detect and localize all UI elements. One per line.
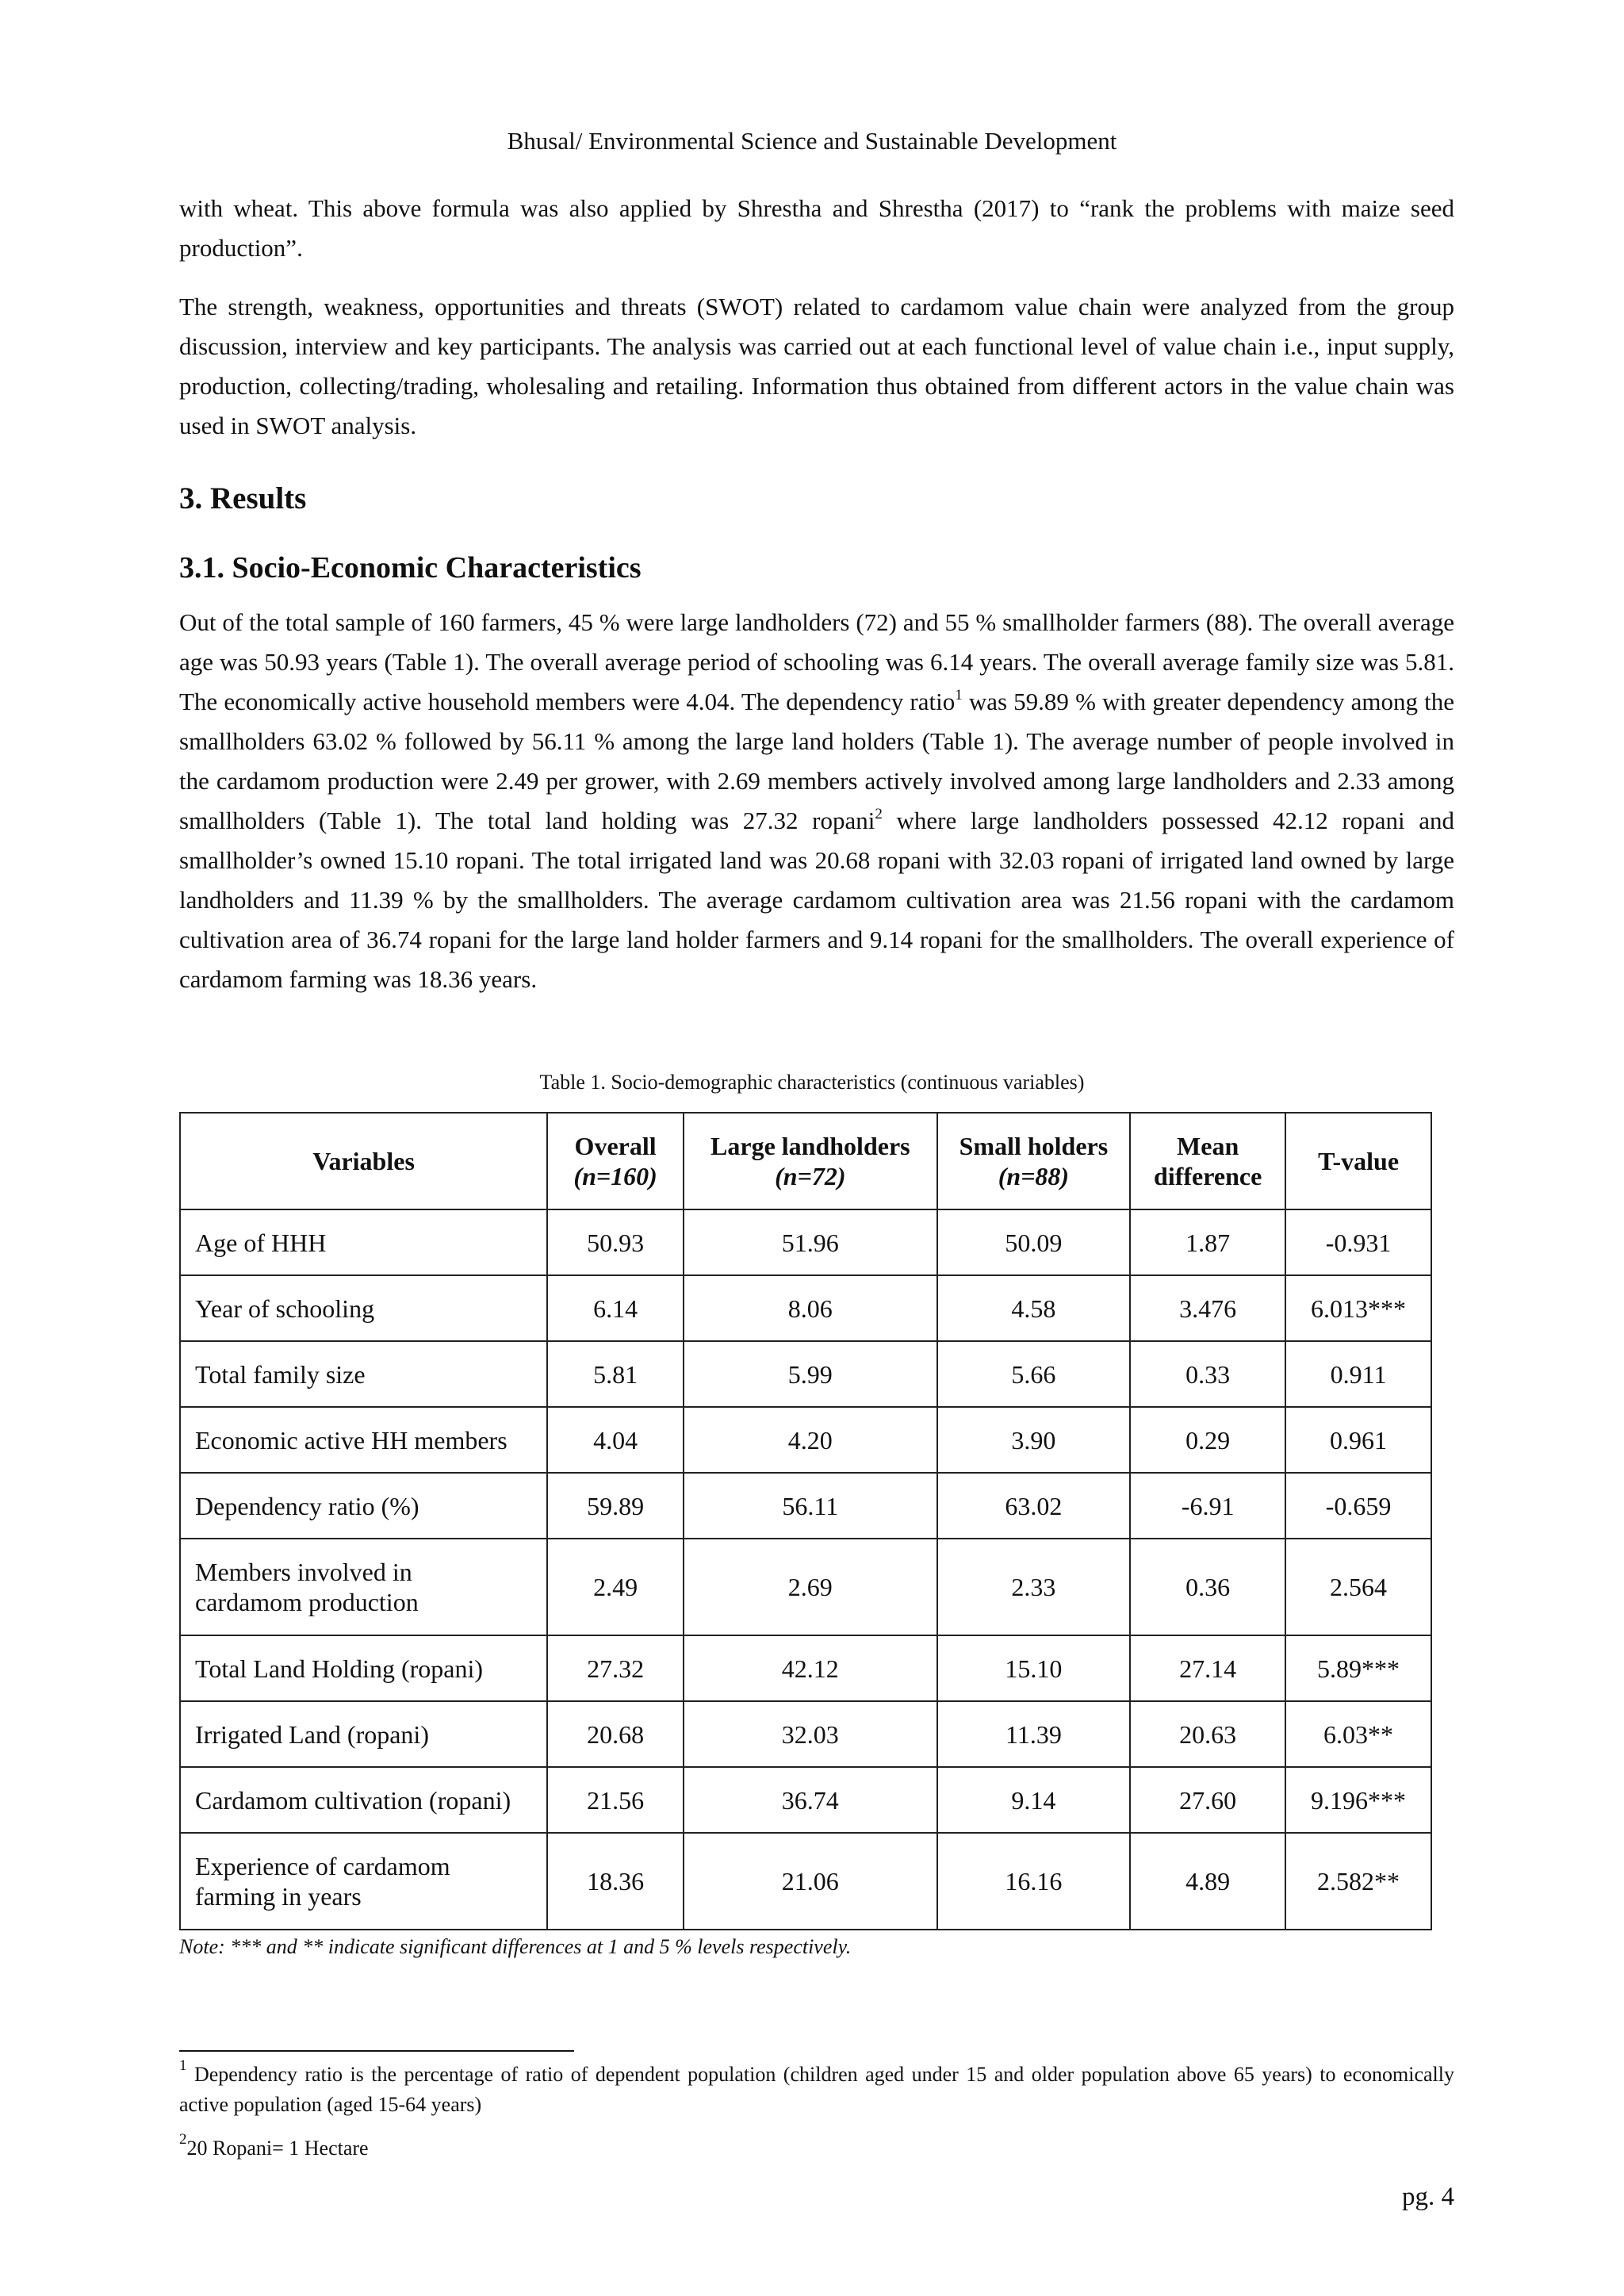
cell-t: -0.659 xyxy=(1285,1473,1431,1539)
cell-overall: 2.49 xyxy=(547,1539,684,1635)
cell-overall: 59.89 xyxy=(547,1473,684,1539)
cell-t: 0.961 xyxy=(1285,1407,1431,1473)
header-mean-difference xyxy=(1130,1113,1285,1209)
cell-t: 2.564 xyxy=(1285,1539,1431,1635)
header-mean-l2: difference xyxy=(1154,1162,1262,1190)
header-variables: Variables xyxy=(180,1113,547,1209)
header-overall xyxy=(547,1113,684,1209)
cell-small: 9.14 xyxy=(937,1767,1131,1833)
cell-t: 5.89*** xyxy=(1285,1635,1431,1701)
paragraph-text: with wheat. This above formula was also applied by Shrestha and Shrestha (2017) to “rank the problems with maize seed production”. xyxy=(179,194,1454,262)
footnote-1-text: Dependency ratio is the percentage of ratio of dependent population (children aged under 15 and older population above 65 years) to economically active population (aged 15-64 years) xyxy=(179,2063,1454,2116)
cell-small: 15.10 xyxy=(937,1635,1131,1701)
cell-diff: 3.476 xyxy=(1130,1275,1285,1341)
cell-variable: Dependency ratio (%) xyxy=(180,1473,547,1539)
cell-t: 6.03** xyxy=(1285,1701,1431,1767)
table-row xyxy=(180,1701,1431,1767)
socio-demographic-table xyxy=(179,1112,1432,1930)
header-large-label: Large landholders xyxy=(710,1132,910,1160)
table-row xyxy=(180,1635,1431,1701)
table-header-row xyxy=(180,1113,1431,1209)
table-row xyxy=(180,1767,1431,1833)
footnote-ref-1[interactable]: 1 xyxy=(955,686,963,703)
paragraph-socio-economic xyxy=(179,603,1454,999)
footnote-2-text: 20 Ropani= 1 Hectare xyxy=(186,2137,369,2160)
cell-large: 4.20 xyxy=(684,1407,937,1473)
cell-diff: 0.29 xyxy=(1130,1407,1285,1473)
header-small-label: Small holders xyxy=(959,1132,1109,1160)
cell-variable: Total Land Holding (ropani) xyxy=(180,1635,547,1701)
cell-small: 3.90 xyxy=(937,1407,1131,1473)
cell-overall: 5.81 xyxy=(547,1341,684,1407)
cell-variable: Total family size xyxy=(180,1341,547,1407)
table-row xyxy=(180,1407,1431,1473)
cell-diff: 1.87 xyxy=(1130,1209,1285,1275)
cell-small: 2.33 xyxy=(937,1539,1131,1635)
cell-overall: 18.36 xyxy=(547,1833,684,1930)
cell-t: 9.196*** xyxy=(1285,1767,1431,1833)
running-header: Bhusal/ Environmental Science and Sustainable Development xyxy=(507,127,1117,155)
cell-variable: Year of schooling xyxy=(180,1275,547,1341)
cell-large: 42.12 xyxy=(684,1635,937,1701)
table-caption: Table 1. Socio-demographic characteristics (continuous variables) xyxy=(539,1071,1085,1094)
table-row xyxy=(180,1275,1431,1341)
cell-diff: 27.60 xyxy=(1130,1767,1285,1833)
paragraph-formula-note xyxy=(179,189,1454,268)
cell-t: -0.931 xyxy=(1285,1209,1431,1275)
table-row xyxy=(180,1539,1431,1635)
cell-large: 32.03 xyxy=(684,1701,937,1767)
cell-large: 51.96 xyxy=(684,1209,937,1275)
paragraph-text xyxy=(179,603,1454,999)
cell-large: 56.11 xyxy=(684,1473,937,1539)
table-row xyxy=(180,1341,1431,1407)
cell-diff: 20.63 xyxy=(1130,1701,1285,1767)
cell-variable-l2: farming in years xyxy=(195,1882,362,1911)
cell-small: 50.09 xyxy=(937,1209,1131,1275)
footnote-divider xyxy=(179,2050,574,2052)
cell-variable: Age of HHH xyxy=(180,1209,547,1275)
header-large-landholders xyxy=(684,1113,937,1209)
cell-diff: 0.33 xyxy=(1130,1341,1285,1407)
cell-overall: 50.93 xyxy=(547,1209,684,1275)
cell-diff: 27.14 xyxy=(1130,1635,1285,1701)
cell-large: 2.69 xyxy=(684,1539,937,1635)
header-mean-l1: Mean xyxy=(1177,1132,1239,1160)
footnote-1-mark: 1 xyxy=(179,2057,187,2075)
cell-large: 36.74 xyxy=(684,1767,937,1833)
cell-variable xyxy=(180,1833,547,1930)
cell-variable xyxy=(180,1539,547,1635)
subsection-heading-socio-economic: 3.1. Socio-Economic Characteristics xyxy=(179,551,642,585)
cell-t: 0.911 xyxy=(1285,1341,1431,1407)
header-large-n: (n=72) xyxy=(775,1162,846,1190)
footnote-1 xyxy=(179,2057,1454,2120)
table-row xyxy=(180,1473,1431,1539)
header-small-n: (n=88) xyxy=(998,1162,1070,1190)
page-number: pg. 4 xyxy=(1402,2183,1454,2211)
footnote-ref-2[interactable]: 2 xyxy=(875,805,883,822)
paragraph-text: The strength, weakness, opportunities and threats (SWOT) related to cardamom value chain were analyzed from the group discussion, interview and key participants. The analysis was carried out at each functional level of value chain i.e., input supply, production, collecting/trading, wholesaling and retailing. Information thus obtained from different actors in the value chain was used in SWOT analysis. xyxy=(179,293,1454,439)
cell-diff: 0.36 xyxy=(1130,1539,1285,1635)
cell-small: 16.16 xyxy=(937,1833,1131,1930)
cell-variable: Irrigated Land (ropani) xyxy=(180,1701,547,1767)
header-overall-label: Overall xyxy=(574,1132,657,1160)
cell-small: 5.66 xyxy=(937,1341,1131,1407)
footnote-2 xyxy=(179,2133,1454,2164)
cell-large: 8.06 xyxy=(684,1275,937,1341)
cell-overall: 6.14 xyxy=(547,1275,684,1341)
cell-small: 63.02 xyxy=(937,1473,1131,1539)
cell-large: 21.06 xyxy=(684,1833,937,1930)
cell-small: 4.58 xyxy=(937,1275,1131,1341)
header-small-holders xyxy=(937,1113,1131,1209)
cell-small: 11.39 xyxy=(937,1701,1131,1767)
cell-t: 2.582** xyxy=(1285,1833,1431,1930)
paragraph-part-a: Out of the total sample of 160 farmers, 45 % were large landholders (72) and 55 % smallholder farmers (88). The overall average age was 50.93 years (Table 1). The overall average period of schooling was 6.14 years. The overall average family size was 5.81. The economically active household members were 4.04. The dependency ratio xyxy=(179,608,1454,715)
cell-variable-l1: Members involved in xyxy=(195,1558,412,1586)
footnote-2-mark: 2 xyxy=(179,2131,187,2148)
cell-large: 5.99 xyxy=(684,1341,937,1407)
cell-diff: 4.89 xyxy=(1130,1833,1285,1930)
table-row xyxy=(180,1209,1431,1275)
cell-variable: Cardamom cultivation (ropani) xyxy=(180,1767,547,1833)
cell-overall: 27.32 xyxy=(547,1635,684,1701)
paragraph-part-c: where large landholders possessed 42.12 ropani and smallholder’s owned 15.10 ropani. The total irrigated land was 20.68 ropani with 32.03 ropani of irrigated land owned by large landholders and 11.39 % by the smallholders. The average cardamom cultivation area was 21.56 ropani with the cardamom cultivation area of 36.74 ropani for the large land holder farmers and 9.14 ropani for the smallholders. The overall experience of cardamom farming was 18.36 years. xyxy=(179,807,1454,993)
cell-overall: 20.68 xyxy=(547,1701,684,1767)
cell-overall: 21.56 xyxy=(547,1767,684,1833)
table-note: Note: *** and ** indicate significant differences at 1 and 5 % levels respectively. xyxy=(179,1935,852,1958)
cell-variable-l2: cardamom production xyxy=(195,1588,419,1616)
section-heading-results: 3. Results xyxy=(179,481,307,516)
paragraph-swot xyxy=(179,287,1454,446)
table-row xyxy=(180,1833,1431,1930)
cell-variable: Economic active HH members xyxy=(180,1407,547,1473)
cell-diff: -6.91 xyxy=(1130,1473,1285,1539)
cell-overall: 4.04 xyxy=(547,1407,684,1473)
paragraph-part-b: was 59.89 % with greater dependency among the smallholders 63.02 % followed by 56.11 % among the large land holders (Table 1). The average number of people involved in the cardamom production were 2.49 per grower, with 2.69 members actively involved among large landholders and 2.33 among smallholders (Table 1). The total land holding was 27.32 ropani xyxy=(179,688,1455,834)
cell-variable-l1: Experience of cardamom xyxy=(195,1852,450,1880)
header-t-value: T-value xyxy=(1285,1113,1431,1209)
cell-t: 6.013*** xyxy=(1285,1275,1431,1341)
header-overall-n: (n=160) xyxy=(573,1162,657,1190)
